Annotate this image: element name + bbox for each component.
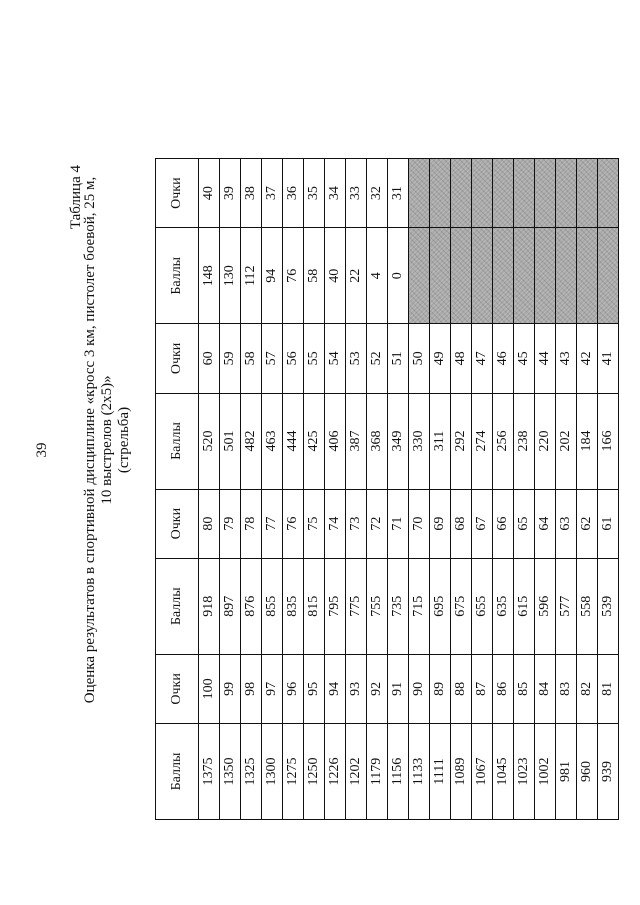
table-cell: 59: [220, 324, 241, 393]
table-cell: [472, 159, 493, 228]
page-number: 39: [34, 442, 50, 458]
table-cell: 80: [199, 489, 220, 558]
table-row: [409, 159, 430, 820]
table-cell: 34: [325, 159, 346, 228]
table-row: [493, 159, 514, 820]
table-cell: 960: [577, 723, 598, 819]
table-cell: 87: [472, 654, 493, 723]
document-title: [82, 165, 133, 715]
table-cell: [514, 228, 535, 324]
table-cell: [535, 159, 556, 228]
table-row: [514, 159, 535, 820]
table-cell: 94: [325, 654, 346, 723]
table-cell: 520: [199, 393, 220, 489]
table-cell: 45: [514, 324, 535, 393]
table-cell: 70: [409, 489, 430, 558]
table-cell: 47: [472, 324, 493, 393]
table-cell: 67: [472, 489, 493, 558]
table-cell: 1300: [262, 723, 283, 819]
table-cell: 675: [451, 558, 472, 654]
table-cell: 184: [577, 393, 598, 489]
table-header-row: [156, 159, 199, 820]
table-cell: 1250: [304, 723, 325, 819]
table-row: [472, 159, 493, 820]
table-cell: [451, 159, 472, 228]
table-cell: 1202: [346, 723, 367, 819]
table-cell: [409, 159, 430, 228]
table-cell: 53: [346, 324, 367, 393]
table-cell: 1067: [472, 723, 493, 819]
table-cell: 1226: [325, 723, 346, 819]
table-row: [367, 159, 388, 820]
table-cell: 130: [220, 228, 241, 324]
table-row: [241, 159, 262, 820]
table-row: [220, 159, 241, 820]
table-cell: 82: [577, 654, 598, 723]
table-cell: 368: [367, 393, 388, 489]
table-cell: 75: [304, 489, 325, 558]
table-cell: [535, 228, 556, 324]
table-cell: 715: [409, 558, 430, 654]
table-cell: 76: [283, 489, 304, 558]
table-cell: [493, 228, 514, 324]
table-cell: 54: [325, 324, 346, 393]
table-cell: 78: [241, 489, 262, 558]
table-row: [325, 159, 346, 820]
table-cell: 88: [451, 654, 472, 723]
table-cell: 501: [220, 393, 241, 489]
table-cell: [556, 159, 577, 228]
table-cell: 92: [367, 654, 388, 723]
table-cell: [451, 228, 472, 324]
table-cell: [430, 228, 451, 324]
table-cell: 577: [556, 558, 577, 654]
table-cell: 38: [241, 159, 262, 228]
table-cell: 79: [220, 489, 241, 558]
table-cell: 1045: [493, 723, 514, 819]
table-cell: 51: [388, 324, 409, 393]
table-cell: 73: [346, 489, 367, 558]
table-cell: 1002: [535, 723, 556, 819]
table-cell: 1023: [514, 723, 535, 819]
table-cell: 58: [241, 324, 262, 393]
header-score-2: Очки: [156, 489, 199, 558]
table-cell: 349: [388, 393, 409, 489]
table-cell: 1375: [199, 723, 220, 819]
table-cell: 425: [304, 393, 325, 489]
table-row: [430, 159, 451, 820]
table-cell: 22: [346, 228, 367, 324]
table-cell: 855: [262, 558, 283, 654]
table-cell: 93: [346, 654, 367, 723]
table-cell: 33: [346, 159, 367, 228]
table-cell: 387: [346, 393, 367, 489]
table-cell: 62: [577, 489, 598, 558]
table-cell: 918: [199, 558, 220, 654]
table-cell: 99: [220, 654, 241, 723]
table-cell: 64: [535, 489, 556, 558]
table-cell: [577, 159, 598, 228]
table-cell: 50: [409, 324, 430, 393]
table-cell: 94: [262, 228, 283, 324]
table-cell: [514, 159, 535, 228]
table-cell: 61: [598, 489, 619, 558]
table-cell: 539: [598, 558, 619, 654]
table-cell: 1089: [451, 723, 472, 819]
table-cell: 202: [556, 393, 577, 489]
table-cell: 43: [556, 324, 577, 393]
scores-table: [155, 158, 619, 820]
header-score-4: Очки: [156, 159, 199, 228]
table-cell: 463: [262, 393, 283, 489]
header-points-4: Баллы: [156, 228, 199, 324]
table-cell: [472, 228, 493, 324]
table-cell: 1179: [367, 723, 388, 819]
table-cell: 558: [577, 558, 598, 654]
header-points-3: Баллы: [156, 393, 199, 489]
table-cell: 36: [283, 159, 304, 228]
table-cell: 35: [304, 159, 325, 228]
table-cell: 1275: [283, 723, 304, 819]
table-row: [598, 159, 619, 820]
table-cell: 166: [598, 393, 619, 489]
table-cell: [409, 228, 430, 324]
table-cell: 49: [430, 324, 451, 393]
table-cell: 83: [556, 654, 577, 723]
table-cell: 44: [535, 324, 556, 393]
table-cell: 74: [325, 489, 346, 558]
table-cell: 444: [283, 393, 304, 489]
table-cell: 91: [388, 654, 409, 723]
title-line-1: Оценка результатов в спортивной дисциплине «кросс 3 км, пистолет боевой, 25 м,: [82, 176, 98, 704]
table-cell: 735: [388, 558, 409, 654]
table-cell: 76: [283, 228, 304, 324]
table-cell: [598, 228, 619, 324]
table-cell: 238: [514, 393, 535, 489]
table-cell: 77: [262, 489, 283, 558]
header-score-3: Очки: [156, 324, 199, 393]
table-cell: [493, 159, 514, 228]
table-cell: 795: [325, 558, 346, 654]
table-cell: 52: [367, 324, 388, 393]
table-row: [262, 159, 283, 820]
table-cell: 148: [199, 228, 220, 324]
table-cell: 1325: [241, 723, 262, 819]
table-cell: 100: [199, 654, 220, 723]
table-cell: 112: [241, 228, 262, 324]
table-cell: 311: [430, 393, 451, 489]
table-cell: 89: [430, 654, 451, 723]
table-cell: 32: [367, 159, 388, 228]
table-body: [199, 159, 619, 820]
table-row: [283, 159, 304, 820]
table-cell: 57: [262, 324, 283, 393]
table-cell: 0: [388, 228, 409, 324]
table-cell: 55: [304, 324, 325, 393]
table-cell: 596: [535, 558, 556, 654]
table-row: [304, 159, 325, 820]
table-row: [346, 159, 367, 820]
table-cell: [577, 228, 598, 324]
table-row: [388, 159, 409, 820]
table-cell: 39: [220, 159, 241, 228]
table-cell: [598, 159, 619, 228]
table-cell: 72: [367, 489, 388, 558]
table-cell: 96: [283, 654, 304, 723]
table-cell: 939: [598, 723, 619, 819]
table-cell: 4: [367, 228, 388, 324]
table-cell: 81: [598, 654, 619, 723]
table-cell: [556, 228, 577, 324]
title-line-3: (стрельба): [116, 406, 132, 474]
table-cell: 815: [304, 558, 325, 654]
table-cell: 330: [409, 393, 430, 489]
table-cell: 897: [220, 558, 241, 654]
table-cell: 69: [430, 489, 451, 558]
table-row: [535, 159, 556, 820]
table-cell: 655: [472, 558, 493, 654]
table-cell: 31: [388, 159, 409, 228]
table-cell: 42: [577, 324, 598, 393]
table-cell: 274: [472, 393, 493, 489]
table-cell: 37: [262, 159, 283, 228]
table-row: [577, 159, 598, 820]
table-cell: 84: [535, 654, 556, 723]
title-line-2: 10 выстрелов (2х5)»: [99, 375, 115, 505]
table-cell: 68: [451, 489, 472, 558]
table-cell: 85: [514, 654, 535, 723]
table-cell: 40: [199, 159, 220, 228]
table-cell: 60: [199, 324, 220, 393]
table-cell: 755: [367, 558, 388, 654]
table-cell: 97: [262, 654, 283, 723]
table-cell: 876: [241, 558, 262, 654]
table-cell: 71: [388, 489, 409, 558]
table-cell: 1111: [430, 723, 451, 819]
table-row: [451, 159, 472, 820]
table-cell: 292: [451, 393, 472, 489]
table-cell: 635: [493, 558, 514, 654]
table-cell: 63: [556, 489, 577, 558]
table-cell: 256: [493, 393, 514, 489]
table-cell: 406: [325, 393, 346, 489]
table-cell: 41: [598, 324, 619, 393]
table-cell: 86: [493, 654, 514, 723]
table-cell: 835: [283, 558, 304, 654]
table-cell: 615: [514, 558, 535, 654]
table-cell: [430, 159, 451, 228]
table-cell: 46: [493, 324, 514, 393]
table-cell: 95: [304, 654, 325, 723]
header-points-2: Баллы: [156, 558, 199, 654]
header-points-1: Баллы: [156, 723, 199, 819]
table-cell: 1156: [388, 723, 409, 819]
table-row: [556, 159, 577, 820]
table-cell: 1133: [409, 723, 430, 819]
table-cell: 482: [241, 393, 262, 489]
table-cell: 981: [556, 723, 577, 819]
table-cell: 56: [283, 324, 304, 393]
table-cell: 65: [514, 489, 535, 558]
table-cell: 1350: [220, 723, 241, 819]
header-score-1: Очки: [156, 654, 199, 723]
table-cell: 98: [241, 654, 262, 723]
table-cell: 775: [346, 558, 367, 654]
table-cell: 695: [430, 558, 451, 654]
table-cell: 220: [535, 393, 556, 489]
table-cell: 48: [451, 324, 472, 393]
table-cell: 66: [493, 489, 514, 558]
table-label: Таблица 4: [68, 165, 84, 230]
table-cell: 40: [325, 228, 346, 324]
table-cell: 90: [409, 654, 430, 723]
table-cell: 58: [304, 228, 325, 324]
table-row: [199, 159, 220, 820]
